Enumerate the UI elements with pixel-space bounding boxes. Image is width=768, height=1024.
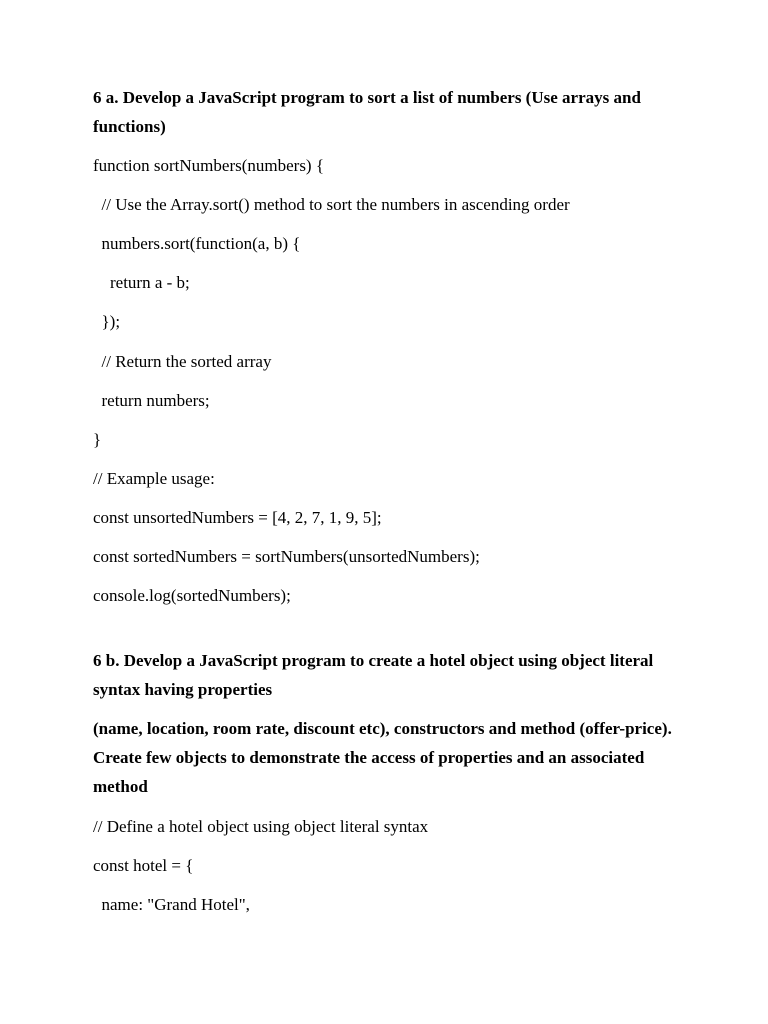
section-a-heading: 6 a. Develop a JavaScript program to sort a list of numbers (Use arrays and functions) — [93, 88, 641, 136]
section-b-heading: 6 b. Develop a JavaScript program to create a hotel object using object literal syntax having properties — [93, 651, 654, 699]
code-line: const hotel = { — [93, 856, 194, 875]
code-line: return a - b; — [93, 273, 190, 292]
code-line: // Example usage: — [93, 469, 215, 488]
section-b-subheading: (name, location, room rate, discount etc), constructors and method (offer-price). Create few objects to demonstrate the access of properties and an associated method — [93, 719, 672, 796]
code-line: // Use the Array.sort() method to sort the numbers in ascending order — [93, 195, 570, 214]
code-line: const unsortedNumbers = [4, 2, 7, 1, 9, 5]; — [93, 508, 382, 527]
code-line: console.log(sortedNumbers); — [93, 586, 291, 605]
code-line: // Define a hotel object using object literal syntax — [93, 817, 429, 836]
code-line: function sortNumbers(numbers) { — [93, 156, 325, 175]
code-line: return numbers; — [93, 391, 210, 410]
code-line: } — [93, 430, 102, 449]
code-line: name: "Grand Hotel", — [93, 895, 250, 914]
code-line: numbers.sort(function(a, b) { — [93, 234, 301, 253]
code-line: }); — [93, 312, 121, 331]
code-line: const sortedNumbers = sortNumbers(unsortedNumbers); — [93, 547, 480, 566]
code-line: // Return the sorted array — [93, 352, 272, 371]
